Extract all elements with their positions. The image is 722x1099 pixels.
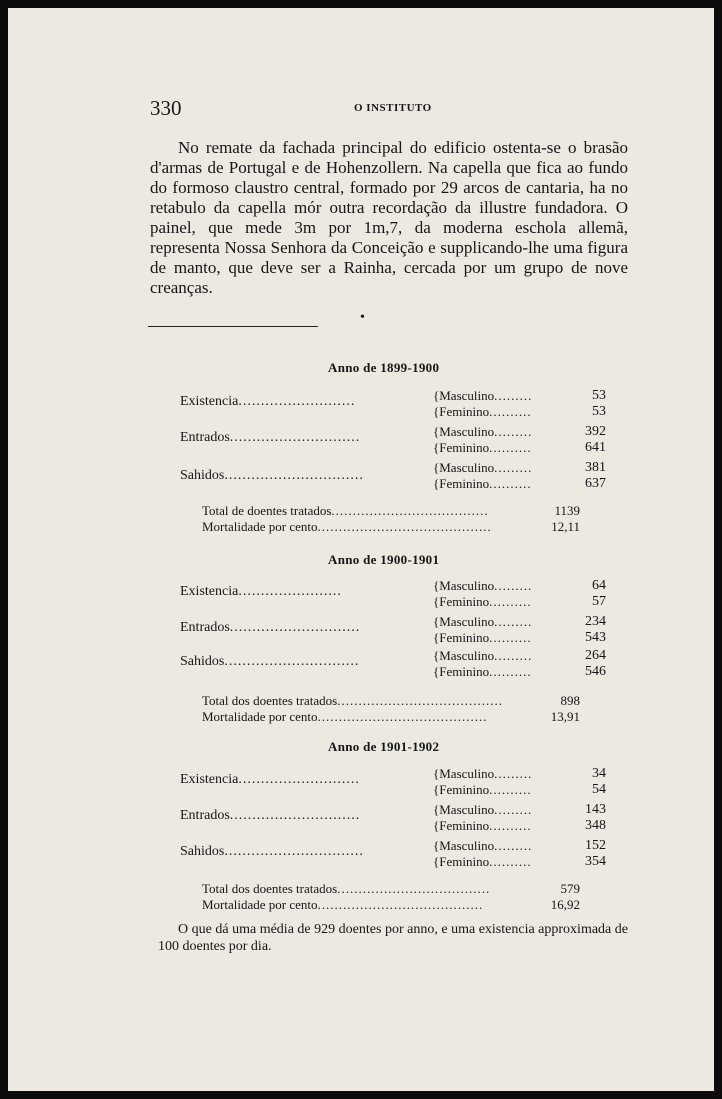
value: 546 (585, 664, 606, 679)
row-sub-masculino: {Masculino......... (433, 802, 533, 817)
row-label-existencia: Existencia....................... (180, 584, 342, 599)
value: 143 (585, 802, 606, 817)
row-sub-masculino: {Masculino......... (433, 388, 533, 403)
total-label: Total dos doentes tratados....................................... (202, 693, 503, 708)
section-title: Anno de 1900-1901 (328, 552, 440, 567)
row-label-entrados: Entrados............................. (180, 808, 361, 823)
row-sub-feminino: {Feminino.......... (433, 630, 532, 645)
row-sub-masculino: {Masculino......... (433, 766, 533, 781)
page-number: 330 (150, 96, 182, 120)
row-label-entrados: Entrados............................. (180, 620, 361, 635)
mortality-label: Mortalidade por cento....................................... (202, 897, 484, 912)
value: 637 (585, 476, 606, 491)
total-label: Total dos doentes tratados.................................... (202, 881, 491, 896)
book-page (8, 8, 714, 1091)
row-sub-feminino: {Feminino.......... (433, 818, 532, 833)
value: 264 (585, 648, 606, 663)
row-sub-masculino: {Masculino......... (433, 424, 533, 439)
value: 543 (585, 630, 606, 645)
row-sub-feminino: {Feminino.......... (433, 476, 532, 491)
closing-paragraph-text: O que dá uma média de 929 doentes por anno, e uma existencia approximada de 100 doentes por dia. (158, 922, 628, 954)
section-rule (148, 326, 318, 327)
row-sub-feminino: {Feminino.......... (433, 594, 532, 609)
mortality-value: 13,91 (550, 709, 580, 724)
row-label-sahidos: Sahidos............................... (180, 844, 364, 859)
section-title: Anno de 1899-1900 (328, 360, 440, 375)
value: 392 (585, 424, 606, 439)
value: 57 (592, 594, 606, 609)
mortality-label: Mortalidade por cento......................................... (202, 519, 492, 534)
value: 348 (585, 818, 606, 833)
row-sub-feminino: {Feminino.......... (433, 782, 532, 797)
value: 381 (585, 460, 606, 475)
value: 152 (585, 838, 606, 853)
value: 53 (592, 388, 606, 403)
row-sub-masculino: {Masculino......... (433, 578, 533, 593)
row-label-sahidos: Sahidos.............................. (180, 654, 360, 669)
row-label-entrados: Entrados............................. (180, 430, 361, 445)
mortality-value: 16,92 (550, 897, 580, 912)
total-label: Total de doentes tratados..................................... (202, 503, 489, 518)
intro-paragraph (150, 138, 628, 298)
row-sub-masculino: {Masculino......... (433, 460, 533, 475)
closing-paragraph (158, 921, 628, 955)
row-sub-feminino: {Feminino.......... (433, 440, 532, 455)
value: 64 (592, 578, 606, 593)
value: 34 (592, 766, 606, 781)
row-sub-masculino: {Masculino......... (433, 838, 533, 853)
section-dot: • (360, 310, 365, 325)
row-sub-feminino: {Feminino.......... (433, 664, 532, 679)
total-value: 898 (560, 693, 580, 708)
row-label-existencia: Existencia........................... (180, 772, 360, 787)
running-head: O INSTITUTO (354, 102, 432, 114)
value: 354 (585, 854, 606, 869)
row-sub-masculino: {Masculino......... (433, 648, 533, 663)
value: 641 (585, 440, 606, 455)
row-label-sahidos: Sahidos............................... (180, 468, 364, 483)
mortality-value: 12,11 (551, 519, 580, 534)
value: 234 (585, 614, 606, 629)
value: 54 (592, 782, 606, 797)
row-sub-feminino: {Feminino.......... (433, 854, 532, 869)
total-value: 1139 (554, 503, 580, 518)
row-sub-feminino: {Feminino.......... (433, 404, 532, 419)
mortality-label: Mortalidade por cento........................................ (202, 709, 488, 724)
section-title: Anno de 1901-1902 (328, 739, 440, 754)
total-value: 579 (560, 881, 580, 896)
row-label-existencia: Existencia.......................... (180, 394, 356, 409)
value: 53 (592, 404, 606, 419)
intro-paragraph-text: No remate da fachada principal do edificio ostenta-se o brasão d'armas de Portugal e de Hohenzollern. Na capella que fica ao fundo do formoso claustro central, formado por 29 arcos de cantaria, ha no retabulo da capella mór outra recordação da illustre fundadora. O painel, que mede 3m por 1m,7, da moderna eschola allemã, representa Nossa Senhora da Conceição e supplicando-lhe uma figura de manto, que deve ser a Rainha, cercada por um grupo de nove creanças. (150, 138, 628, 297)
row-sub-masculino: {Masculino......... (433, 614, 533, 629)
